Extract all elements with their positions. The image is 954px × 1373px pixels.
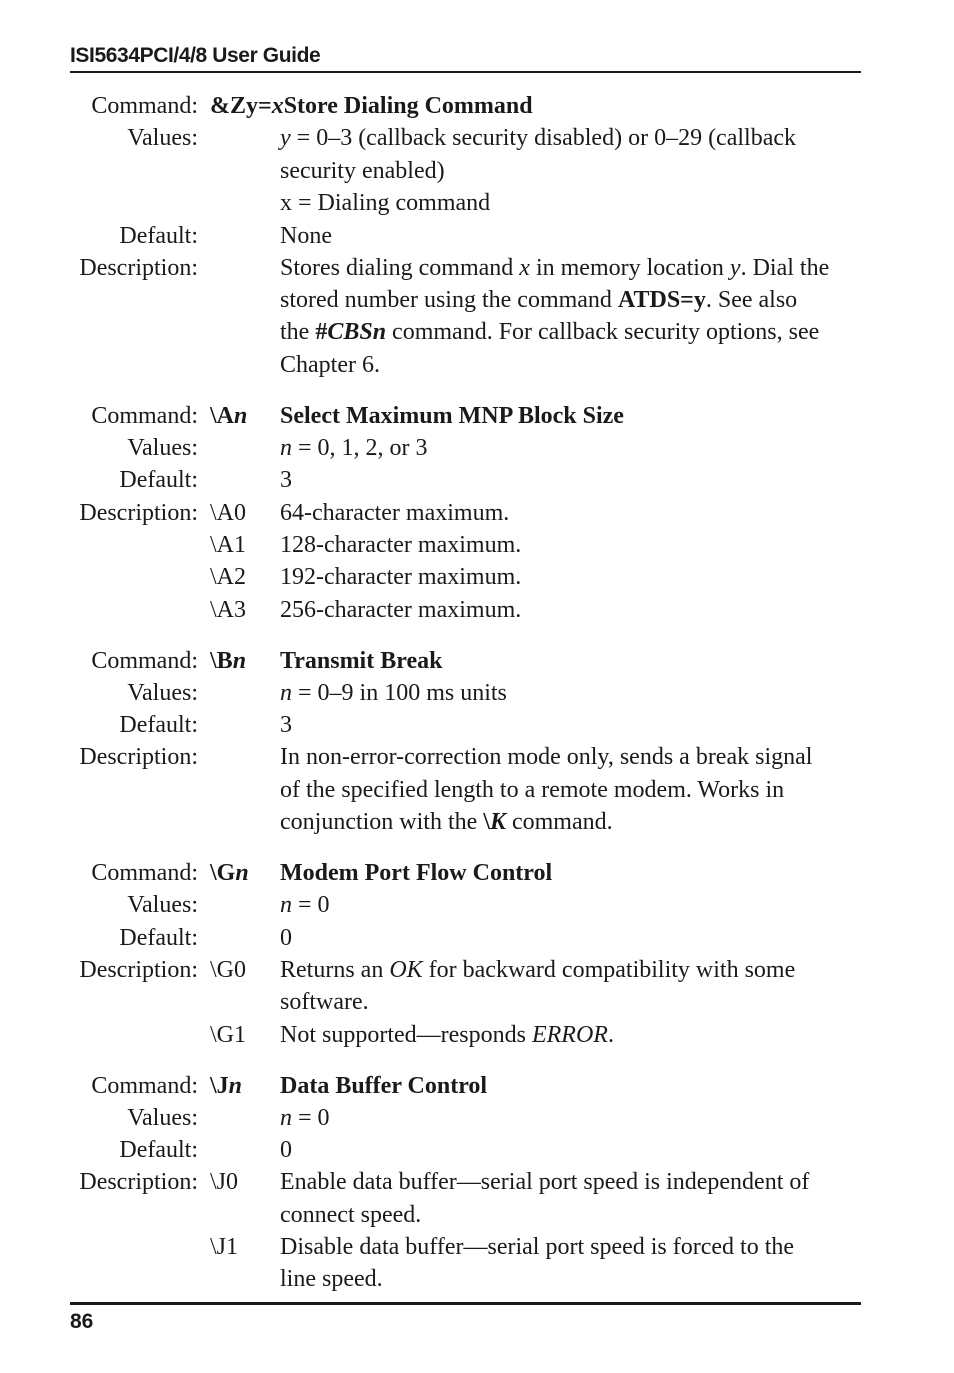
values-label: Values: <box>127 1105 198 1131</box>
option-text: Returns an OK for backward compatibility with some <box>280 957 796 983</box>
command-label: Command: <box>91 648 198 674</box>
default-value: 0 <box>280 925 292 951</box>
description-text: of the specified length to a remote modem. Works in <box>280 777 785 803</box>
description-label: Description: <box>79 1169 198 1195</box>
description-text: In non-error-correction mode only, sends a break signal <box>280 744 813 770</box>
option-code: \G1 <box>210 1022 246 1048</box>
footer-rule <box>70 1302 861 1305</box>
values-label: Values: <box>127 892 198 918</box>
option-code: \J0 <box>210 1169 239 1195</box>
option-code: \A3 <box>210 597 246 623</box>
page-number: 86 <box>70 1310 94 1333</box>
default-value: 3 <box>280 467 292 493</box>
option-code: \G0 <box>210 957 246 983</box>
description-text: the #CBSn command. For callback security options, see <box>280 319 820 345</box>
option-text-cont: software. <box>280 989 369 1015</box>
description-label: Description: <box>79 957 198 983</box>
default-value: 0 <box>280 1137 292 1163</box>
description-text: conjunction with the \K command. <box>280 809 613 835</box>
values-text: n = 0–9 in 100 ms units <box>280 680 507 706</box>
description-text: Stores dialing command x in memory location y. Dial the <box>280 255 830 281</box>
command-title: Data Buffer Control <box>280 1073 488 1099</box>
default-label: Default: <box>119 1137 198 1163</box>
option-code: \A0 <box>210 500 246 526</box>
default-label: Default: <box>119 712 198 738</box>
command-title: Store Dialing Command <box>283 93 533 119</box>
values-text: n = 0 <box>280 1105 330 1131</box>
command-code: \An <box>210 403 248 429</box>
description-label: Description: <box>79 500 198 526</box>
command-code: \Gn <box>210 860 249 886</box>
option-text: 64-character maximum. <box>280 500 510 526</box>
values-label: Values: <box>127 680 198 706</box>
option-code: \A1 <box>210 532 246 558</box>
description-text: stored number using the command ATDS=y. See also <box>280 287 798 313</box>
option-text: Disable data buffer—serial port speed is forced to the <box>280 1234 795 1260</box>
option-text: 128-character maximum. <box>280 532 522 558</box>
default-label: Default: <box>119 467 198 493</box>
values-label: Values: <box>127 125 198 151</box>
command-title: Modem Port Flow Control <box>280 860 553 886</box>
option-text: 192-character maximum. <box>280 564 522 590</box>
option-text: 256-character maximum. <box>280 597 522 623</box>
option-text: Enable data buffer—serial port speed is independent of <box>280 1169 810 1195</box>
page-header-title: ISI5634PCI/4/8 User Guide <box>70 44 321 67</box>
command-title: Transmit Break <box>280 648 443 674</box>
description-label: Description: <box>79 255 198 281</box>
values-text-cont: security enabled) <box>280 158 445 184</box>
command-code: &Zy=xStore Dialing Command <box>210 93 533 119</box>
default-label: Default: <box>119 925 198 951</box>
command-label: Command: <box>91 1073 198 1099</box>
header-rule <box>70 71 861 73</box>
command-label: Command: <box>91 403 198 429</box>
option-text-cont: line speed. <box>280 1266 383 1292</box>
command-title: Select Maximum MNP Block Size <box>280 403 624 429</box>
values-text-x: x = Dialing command <box>280 190 491 216</box>
option-text-cont: connect speed. <box>280 1202 422 1228</box>
option-code: \J1 <box>210 1234 239 1260</box>
description-label: Description: <box>79 744 198 770</box>
command-code: \Bn <box>210 648 247 674</box>
option-code: \A2 <box>210 564 246 590</box>
default-label: Default: <box>119 223 198 249</box>
command-label: Command: <box>91 860 198 886</box>
values-label: Values: <box>127 435 198 461</box>
values-text: n = 0 <box>280 892 330 918</box>
command-code: \Jn <box>210 1073 243 1099</box>
values-text: n = 0, 1, 2, or 3 <box>280 435 428 461</box>
values-text: y = 0–3 (callback security disabled) or 0–29 (callback <box>280 125 797 151</box>
description-text: Chapter 6. <box>280 352 380 378</box>
default-value: 3 <box>280 712 292 738</box>
command-label: Command: <box>91 93 198 119</box>
default-value: None <box>280 223 332 249</box>
option-text: Not supported—responds ERROR. <box>280 1022 614 1048</box>
